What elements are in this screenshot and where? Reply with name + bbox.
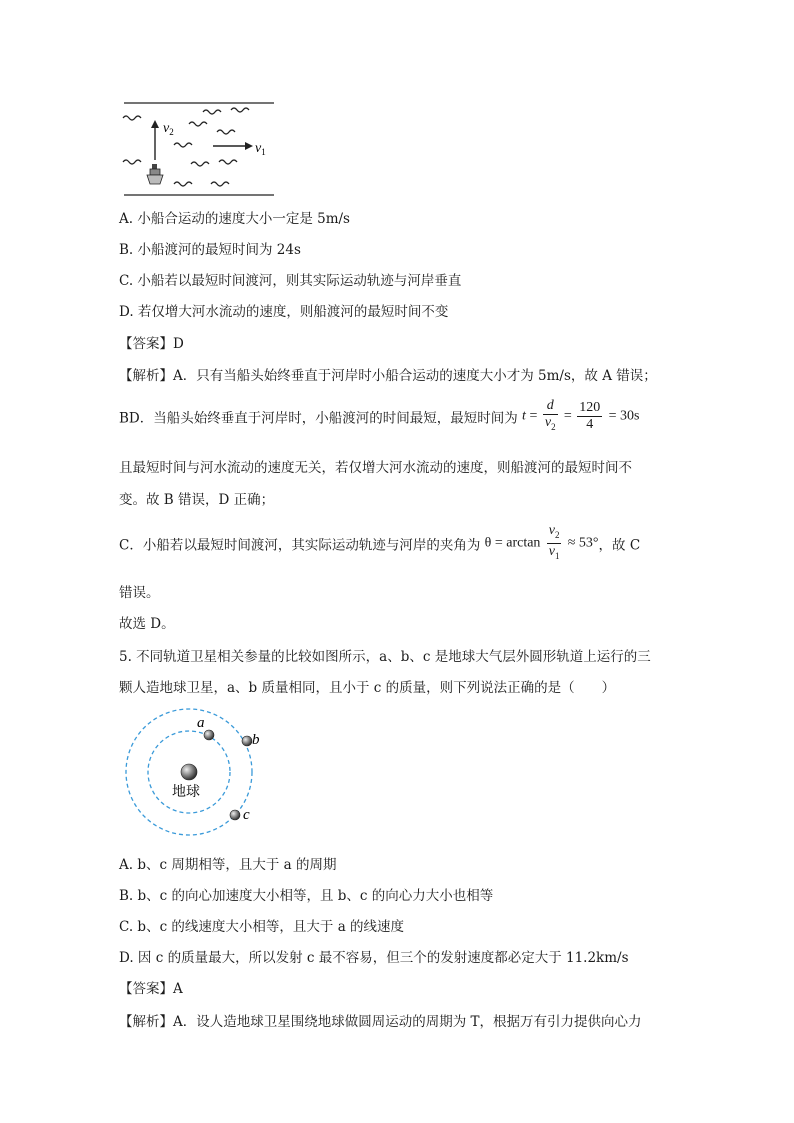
answer-label: 【答案】 [119, 981, 173, 997]
q4-conclusion: 故选 D。 [119, 616, 175, 632]
q4-analysis-bd-cont2: 变。故 B 错误，D 正确； [119, 492, 275, 508]
answer-label: 【答案】 [119, 336, 173, 352]
answer-value: D [173, 336, 184, 352]
q4-option-b: B. 小船渡河的最短时间为 24s [119, 242, 301, 258]
v1-label: $v_1$ [255, 141, 266, 157]
satellite-c-icon [230, 810, 240, 820]
q5-stem-line2: 颗人造地球卫星，a、b 质量相同，且小于 c 的质量，则下列说法正确的是（ ） [119, 680, 616, 696]
q5-option-c: C. b、c 的线速度大小相等，且大于 a 的线速度 [119, 919, 405, 935]
q5-option-a: A. b、c 周期相等，且大于 a 的周期 [119, 857, 337, 873]
satellite-b-icon [242, 736, 252, 746]
q4-analysis-bd: BD．当船头始终垂直于河岸时，小船渡河的时间最短，最短时间为 t = $\frac{d}{v_2}$ = $\frac{120}{4}$ = 30s [119, 398, 639, 435]
satellite-a-label: a [197, 715, 205, 731]
q5-answer [119, 977, 183, 997]
q4-analysis-a: 【解析】A．只有当船头始终垂直于河岸时小船合运动的速度大小才为 5m/s，故 A 错误； [119, 368, 657, 384]
earth-icon [181, 764, 197, 780]
earth-label: 地球 [172, 785, 200, 800]
satellite-b-label: b [252, 732, 260, 748]
q4-option-c: C. 小船若以最短时间渡河，则其实际运动轨迹与河岸垂直 [119, 273, 462, 289]
river-figure [119, 98, 279, 200]
v2-arrowhead [151, 120, 159, 128]
analysis-label: 【解析】 [119, 1014, 173, 1030]
q5-analysis: 【解析】A．设人造地球卫星围绕地球做圆周运动的周期为 T，根据万有引力提供向心力 [119, 1014, 642, 1030]
fraction-120-over-4: $\frac{120}{4}$ [579, 399, 601, 432]
satellite-c-label: c [243, 807, 250, 823]
q4-analysis-bd-cont: 且最短时间与河水流动的速度无关，若仅增大河水流动的速度，则船渡河的最短时间不 [119, 460, 632, 476]
q4-analysis-c-cont: 错误。 [119, 585, 160, 601]
q5-option-d: D. 因 c 的质量最大，所以发射 c 最不容易，但三个的发射速度都必定大于 11.2km/s [119, 950, 629, 966]
q5-stem-line1: 5. 不同轨道卫星相关参量的比较如图所示，a、b、c 是地球大气层外圆形轨道上运行的三 [119, 649, 651, 665]
analysis-label: 【解析】 [119, 368, 173, 384]
fraction-d-over-v2: $\frac{d}{v_2}$ [544, 398, 556, 432]
q4-option-a: A. 小船合运动的速度大小一定是 5m/s [119, 211, 350, 227]
orbit-figure [122, 704, 262, 844]
v1-arrowhead [245, 142, 253, 150]
v2-label: $v_2$ [163, 121, 174, 137]
fraction-v2-over-v1: $\frac{v_2}{v_1}$ [548, 523, 560, 561]
answer-value: A [173, 981, 183, 997]
q4-option-d: D. 若仅增大河水流动的速度，则船渡河的最短时间不变 [119, 304, 449, 320]
boat-icon [147, 164, 163, 184]
q4-answer [119, 332, 184, 352]
satellite-a-icon [204, 730, 214, 740]
q4-analysis-c: C．小船若以最短时间渡河，其实际运动轨迹与河岸的夹角为 θ = arctan $\frac{v_2}{v_1}$ ≈ 53°，故 C [119, 523, 640, 564]
water-waves [123, 108, 249, 186]
q5-option-b: B. b、c 的向心加速度大小相等，且 b、c 的向心力大小也相等 [119, 888, 494, 904]
